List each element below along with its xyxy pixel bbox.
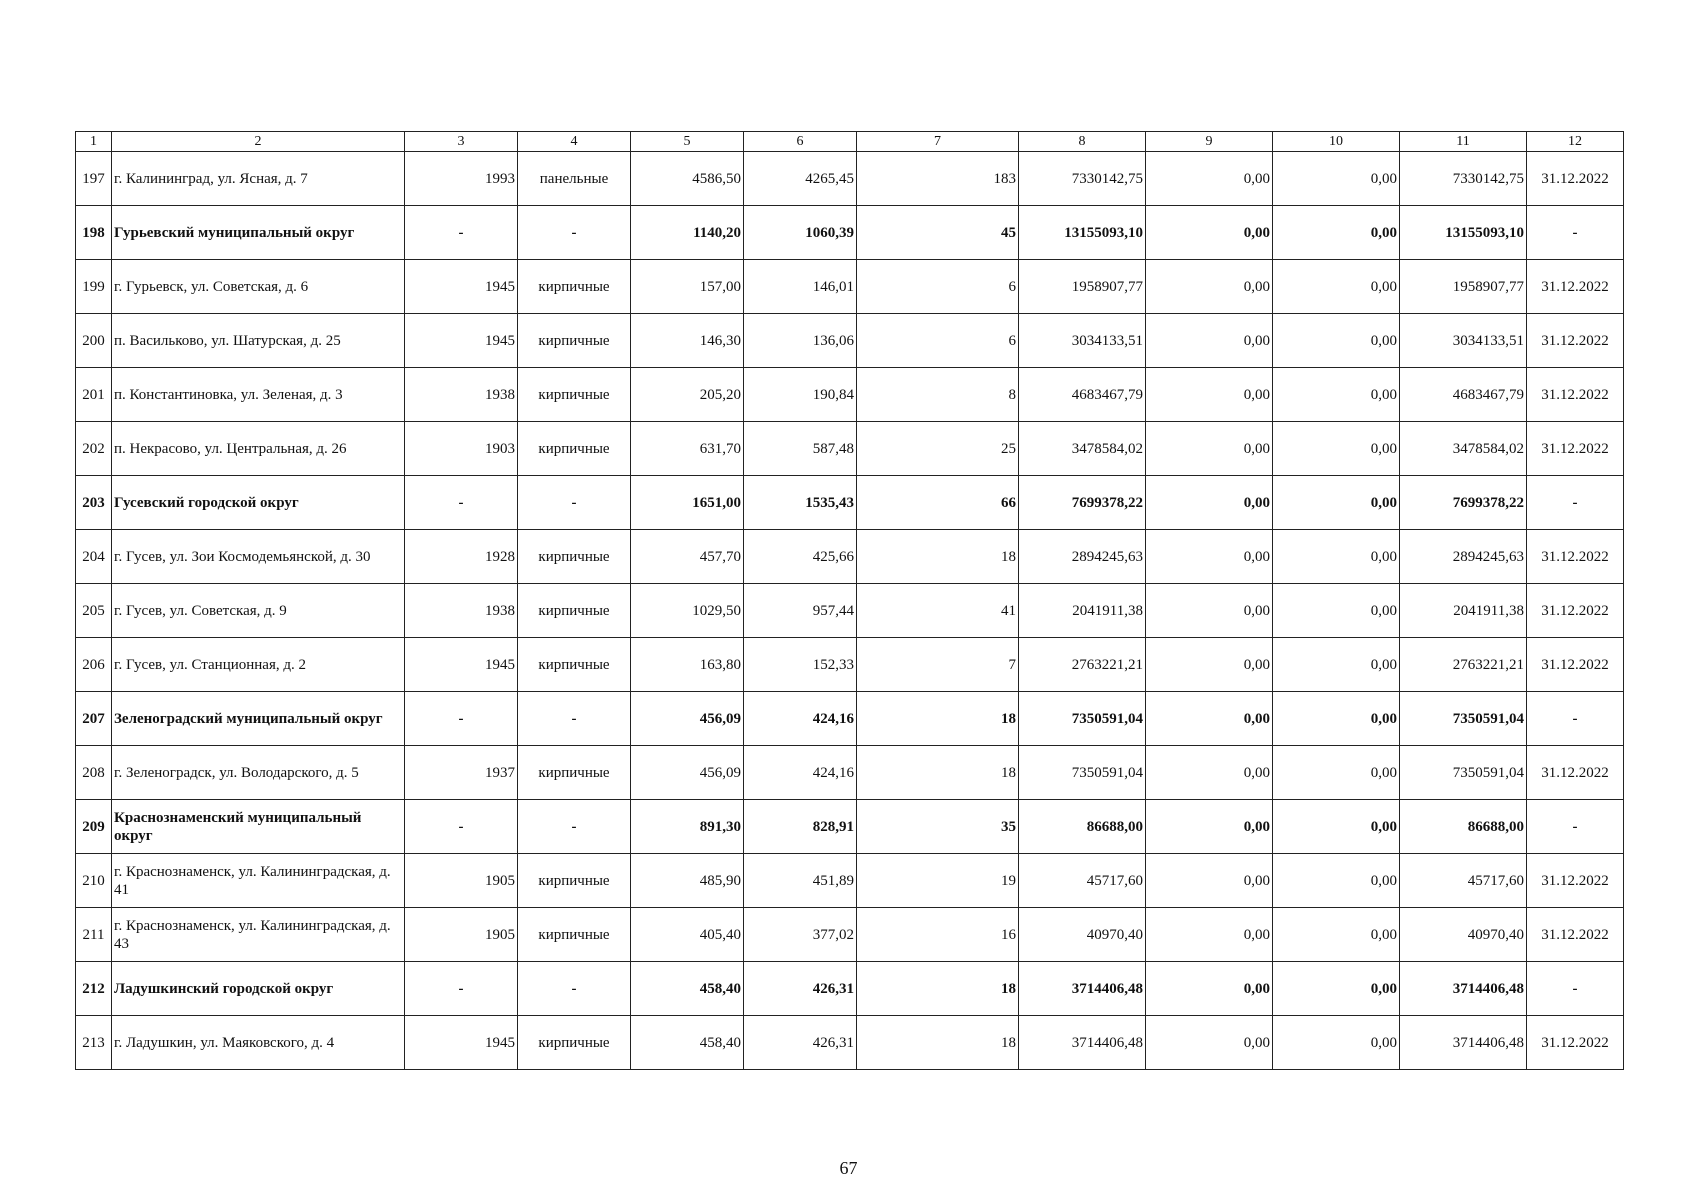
fund-cost-cell: 0,00 (1146, 1016, 1273, 1070)
wall-material-cell: кирпичные (518, 314, 631, 368)
row-number: 210 (76, 854, 112, 908)
residents-count-cell: 6 (857, 260, 1019, 314)
year-cell: 1905 (405, 854, 518, 908)
living-area-cell: 424,16 (744, 746, 857, 800)
row-number: 198 (76, 206, 112, 260)
living-area-cell: 152,33 (744, 638, 857, 692)
budget-cost-cell: 0,00 (1273, 1016, 1400, 1070)
budget-cost-cell: 0,00 (1273, 314, 1400, 368)
deadline-date-cell: 31.12.2022 (1527, 854, 1624, 908)
budget-cost-cell: 0,00 (1273, 746, 1400, 800)
residents-count-cell: 18 (857, 746, 1019, 800)
house-row (76, 314, 1624, 368)
fund-cost-cell: 0,00 (1146, 908, 1273, 962)
column-header: 6 (744, 132, 857, 152)
other-cost-cell: 2763221,21 (1400, 638, 1527, 692)
total-cost-cell: 4683467,79 (1019, 368, 1146, 422)
column-header: 4 (518, 132, 631, 152)
fund-cost-cell: 0,00 (1146, 422, 1273, 476)
register-table-wrapper (75, 131, 1623, 1101)
total-cost-cell: 45717,60 (1019, 854, 1146, 908)
total-cost-cell: 2894245,63 (1019, 530, 1146, 584)
other-cost-cell: 40970,40 (1400, 908, 1527, 962)
page-number: 67 (839, 1158, 858, 1178)
other-cost-cell: 7330142,75 (1400, 152, 1527, 206)
fund-cost-cell: 0,00 (1146, 260, 1273, 314)
budget-cost-cell: 0,00 (1273, 908, 1400, 962)
total-area-cell: 891,30 (631, 800, 744, 854)
address-cell: п. Некрасово, ул. Центральная, д. 26 (112, 422, 405, 476)
year-cell: 1938 (405, 584, 518, 638)
living-area-cell: 424,16 (744, 692, 857, 746)
budget-cost-cell: 0,00 (1273, 260, 1400, 314)
year-cell: 1905 (405, 908, 518, 962)
deadline-date-cell: - (1527, 206, 1624, 260)
year-cell: - (405, 800, 518, 854)
fund-cost-cell: 0,00 (1146, 476, 1273, 530)
living-area-cell: 426,31 (744, 962, 857, 1016)
year-cell: - (405, 476, 518, 530)
deadline-date-cell: 31.12.2022 (1527, 368, 1624, 422)
fund-cost-cell: 0,00 (1146, 854, 1273, 908)
column-header: 10 (1273, 132, 1400, 152)
address-cell: г. Ладушкин, ул. Маяковского, д. 4 (112, 1016, 405, 1070)
total-cost-cell: 2041911,38 (1019, 584, 1146, 638)
deadline-date-cell: 31.12.2022 (1527, 1016, 1624, 1070)
budget-cost-cell: 0,00 (1273, 962, 1400, 1016)
total-cost-cell: 86688,00 (1019, 800, 1146, 854)
year-cell: 1945 (405, 1016, 518, 1070)
residents-count-cell: 45 (857, 206, 1019, 260)
house-row (76, 368, 1624, 422)
total-area-cell: 456,09 (631, 746, 744, 800)
living-area-cell: 1535,43 (744, 476, 857, 530)
residents-count-cell: 35 (857, 800, 1019, 854)
wall-material-cell: - (518, 206, 631, 260)
other-cost-cell: 3714406,48 (1400, 962, 1527, 1016)
address-cell: г. Гурьевск, ул. Советская, д. 6 (112, 260, 405, 314)
deadline-date-cell: - (1527, 476, 1624, 530)
budget-cost-cell: 0,00 (1273, 692, 1400, 746)
deadline-date-cell: 31.12.2022 (1527, 314, 1624, 368)
year-cell: 1928 (405, 530, 518, 584)
municipality-total-row (76, 962, 1624, 1016)
row-number: 203 (76, 476, 112, 530)
other-cost-cell: 3714406,48 (1400, 1016, 1527, 1070)
municipality-total-row (76, 476, 1624, 530)
total-area-cell: 456,09 (631, 692, 744, 746)
total-area-cell: 458,40 (631, 962, 744, 1016)
address-cell: Зеленоградский муниципальный округ (112, 692, 405, 746)
deadline-date-cell: 31.12.2022 (1527, 260, 1624, 314)
year-cell: 1938 (405, 368, 518, 422)
residents-count-cell: 6 (857, 314, 1019, 368)
address-cell: г. Краснознаменск, ул. Калининградская, д. 41 (112, 854, 405, 908)
address-cell: г. Гусев, ул. Советская, д. 9 (112, 584, 405, 638)
fund-cost-cell: 0,00 (1146, 206, 1273, 260)
other-cost-cell: 3478584,02 (1400, 422, 1527, 476)
total-cost-cell: 3714406,48 (1019, 1016, 1146, 1070)
total-cost-cell: 7699378,22 (1019, 476, 1146, 530)
address-cell: Гусевский городской округ (112, 476, 405, 530)
total-cost-cell: 7350591,04 (1019, 692, 1146, 746)
municipality-total-row (76, 206, 1624, 260)
total-area-cell: 163,80 (631, 638, 744, 692)
row-number: 201 (76, 368, 112, 422)
living-area-cell: 828,91 (744, 800, 857, 854)
row-number: 197 (76, 152, 112, 206)
wall-material-cell: кирпичные (518, 368, 631, 422)
total-cost-cell: 7350591,04 (1019, 746, 1146, 800)
residents-count-cell: 19 (857, 854, 1019, 908)
row-number: 200 (76, 314, 112, 368)
other-cost-cell: 13155093,10 (1400, 206, 1527, 260)
fund-cost-cell: 0,00 (1146, 368, 1273, 422)
wall-material-cell: кирпичные (518, 854, 631, 908)
wall-material-cell: - (518, 800, 631, 854)
fund-cost-cell: 0,00 (1146, 584, 1273, 638)
address-cell: п. Васильково, ул. Шатурская, д. 25 (112, 314, 405, 368)
house-row (76, 638, 1624, 692)
deadline-date-cell: - (1527, 800, 1624, 854)
other-cost-cell: 2894245,63 (1400, 530, 1527, 584)
living-area-cell: 425,66 (744, 530, 857, 584)
total-area-cell: 457,70 (631, 530, 744, 584)
living-area-cell: 4265,45 (744, 152, 857, 206)
living-area-cell: 1060,39 (744, 206, 857, 260)
fund-cost-cell: 0,00 (1146, 962, 1273, 1016)
row-number: 211 (76, 908, 112, 962)
column-header: 12 (1527, 132, 1624, 152)
column-header: 11 (1400, 132, 1527, 152)
deadline-date-cell: 31.12.2022 (1527, 152, 1624, 206)
living-area-cell: 146,01 (744, 260, 857, 314)
fund-cost-cell: 0,00 (1146, 152, 1273, 206)
wall-material-cell: кирпичные (518, 584, 631, 638)
total-area-cell: 405,40 (631, 908, 744, 962)
column-header: 2 (112, 132, 405, 152)
column-number-header-row (76, 132, 1624, 152)
budget-cost-cell: 0,00 (1273, 584, 1400, 638)
other-cost-cell: 7350591,04 (1400, 692, 1527, 746)
residents-count-cell: 18 (857, 962, 1019, 1016)
total-area-cell: 631,70 (631, 422, 744, 476)
other-cost-cell: 4683467,79 (1400, 368, 1527, 422)
wall-material-cell: - (518, 962, 631, 1016)
year-cell: 1937 (405, 746, 518, 800)
year-cell: 1945 (405, 260, 518, 314)
total-area-cell: 485,90 (631, 854, 744, 908)
deadline-date-cell: - (1527, 962, 1624, 1016)
budget-cost-cell: 0,00 (1273, 530, 1400, 584)
wall-material-cell: кирпичные (518, 1016, 631, 1070)
total-cost-cell: 40970,40 (1019, 908, 1146, 962)
address-cell: Краснознаменский муниципальный округ (112, 800, 405, 854)
budget-cost-cell: 0,00 (1273, 800, 1400, 854)
living-area-cell: 957,44 (744, 584, 857, 638)
address-cell: п. Константиновка, ул. Зеленая, д. 3 (112, 368, 405, 422)
total-cost-cell: 7330142,75 (1019, 152, 1146, 206)
year-cell: - (405, 206, 518, 260)
fund-cost-cell: 0,00 (1146, 746, 1273, 800)
living-area-cell: 587,48 (744, 422, 857, 476)
year-cell: - (405, 962, 518, 1016)
total-area-cell: 1029,50 (631, 584, 744, 638)
year-cell: - (405, 692, 518, 746)
total-cost-cell: 2763221,21 (1019, 638, 1146, 692)
wall-material-cell: панельные (518, 152, 631, 206)
fund-cost-cell: 0,00 (1146, 638, 1273, 692)
row-number: 207 (76, 692, 112, 746)
column-header: 8 (1019, 132, 1146, 152)
other-cost-cell: 45717,60 (1400, 854, 1527, 908)
deadline-date-cell: 31.12.2022 (1527, 422, 1624, 476)
residents-count-cell: 8 (857, 368, 1019, 422)
living-area-cell: 136,06 (744, 314, 857, 368)
column-header: 5 (631, 132, 744, 152)
house-row (76, 530, 1624, 584)
deadline-date-cell: - (1527, 692, 1624, 746)
fund-cost-cell: 0,00 (1146, 800, 1273, 854)
house-row (76, 908, 1624, 962)
budget-cost-cell: 0,00 (1273, 368, 1400, 422)
house-row (76, 746, 1624, 800)
row-number: 209 (76, 800, 112, 854)
residents-count-cell: 7 (857, 638, 1019, 692)
house-row (76, 422, 1624, 476)
residents-count-cell: 16 (857, 908, 1019, 962)
budget-cost-cell: 0,00 (1273, 206, 1400, 260)
address-cell: г. Краснознаменск, ул. Калининградская, д. 43 (112, 908, 405, 962)
total-area-cell: 1140,20 (631, 206, 744, 260)
other-cost-cell: 3034133,51 (1400, 314, 1527, 368)
residents-count-cell: 18 (857, 1016, 1019, 1070)
year-cell: 1945 (405, 638, 518, 692)
wall-material-cell: - (518, 476, 631, 530)
column-header: 9 (1146, 132, 1273, 152)
other-cost-cell: 86688,00 (1400, 800, 1527, 854)
wall-material-cell: кирпичные (518, 422, 631, 476)
column-header: 3 (405, 132, 518, 152)
deadline-date-cell: 31.12.2022 (1527, 746, 1624, 800)
wall-material-cell: кирпичные (518, 908, 631, 962)
residents-count-cell: 25 (857, 422, 1019, 476)
living-area-cell: 426,31 (744, 1016, 857, 1070)
budget-cost-cell: 0,00 (1273, 476, 1400, 530)
total-area-cell: 458,40 (631, 1016, 744, 1070)
budget-cost-cell: 0,00 (1273, 638, 1400, 692)
row-number: 213 (76, 1016, 112, 1070)
row-number: 205 (76, 584, 112, 638)
column-header: 7 (857, 132, 1019, 152)
total-cost-cell: 1958907,77 (1019, 260, 1146, 314)
total-cost-cell: 13155093,10 (1019, 206, 1146, 260)
house-row (76, 854, 1624, 908)
address-cell: г. Гусев, ул. Зои Космодемьянской, д. 30 (112, 530, 405, 584)
budget-cost-cell: 0,00 (1273, 152, 1400, 206)
total-cost-cell: 3478584,02 (1019, 422, 1146, 476)
wall-material-cell: - (518, 692, 631, 746)
total-area-cell: 1651,00 (631, 476, 744, 530)
row-number: 212 (76, 962, 112, 1016)
row-number: 202 (76, 422, 112, 476)
other-cost-cell: 2041911,38 (1400, 584, 1527, 638)
row-number: 206 (76, 638, 112, 692)
house-row (76, 584, 1624, 638)
living-area-cell: 190,84 (744, 368, 857, 422)
total-cost-cell: 3034133,51 (1019, 314, 1146, 368)
deadline-date-cell: 31.12.2022 (1527, 908, 1624, 962)
year-cell: 1993 (405, 152, 518, 206)
year-cell: 1945 (405, 314, 518, 368)
living-area-cell: 377,02 (744, 908, 857, 962)
row-number: 199 (76, 260, 112, 314)
fund-cost-cell: 0,00 (1146, 314, 1273, 368)
register-table (75, 131, 1624, 1070)
wall-material-cell: кирпичные (518, 638, 631, 692)
wall-material-cell: кирпичные (518, 746, 631, 800)
house-row (76, 152, 1624, 206)
other-cost-cell: 1958907,77 (1400, 260, 1527, 314)
address-cell: г. Калининград, ул. Ясная, д. 7 (112, 152, 405, 206)
address-cell: Ладушкинский городской округ (112, 962, 405, 1016)
living-area-cell: 451,89 (744, 854, 857, 908)
wall-material-cell: кирпичные (518, 530, 631, 584)
house-row (76, 1016, 1624, 1070)
deadline-date-cell: 31.12.2022 (1527, 530, 1624, 584)
residents-count-cell: 41 (857, 584, 1019, 638)
fund-cost-cell: 0,00 (1146, 692, 1273, 746)
other-cost-cell: 7350591,04 (1400, 746, 1527, 800)
address-cell: г. Зеленоградск, ул. Володарского, д. 5 (112, 746, 405, 800)
residents-count-cell: 18 (857, 530, 1019, 584)
municipality-total-row (76, 800, 1624, 854)
year-cell: 1903 (405, 422, 518, 476)
residents-count-cell: 18 (857, 692, 1019, 746)
deadline-date-cell: 31.12.2022 (1527, 584, 1624, 638)
address-cell: г. Гусев, ул. Станционная, д. 2 (112, 638, 405, 692)
municipality-total-row (76, 692, 1624, 746)
residents-count-cell: 183 (857, 152, 1019, 206)
total-area-cell: 157,00 (631, 260, 744, 314)
fund-cost-cell: 0,00 (1146, 530, 1273, 584)
wall-material-cell: кирпичные (518, 260, 631, 314)
address-cell: Гурьевский муниципальный округ (112, 206, 405, 260)
deadline-date-cell: 31.12.2022 (1527, 638, 1624, 692)
total-area-cell: 4586,50 (631, 152, 744, 206)
other-cost-cell: 7699378,22 (1400, 476, 1527, 530)
total-area-cell: 146,30 (631, 314, 744, 368)
residents-count-cell: 66 (857, 476, 1019, 530)
total-area-cell: 205,20 (631, 368, 744, 422)
house-row (76, 260, 1624, 314)
total-cost-cell: 3714406,48 (1019, 962, 1146, 1016)
budget-cost-cell: 0,00 (1273, 854, 1400, 908)
row-number: 208 (76, 746, 112, 800)
column-header: 1 (76, 132, 112, 152)
row-number: 204 (76, 530, 112, 584)
budget-cost-cell: 0,00 (1273, 422, 1400, 476)
